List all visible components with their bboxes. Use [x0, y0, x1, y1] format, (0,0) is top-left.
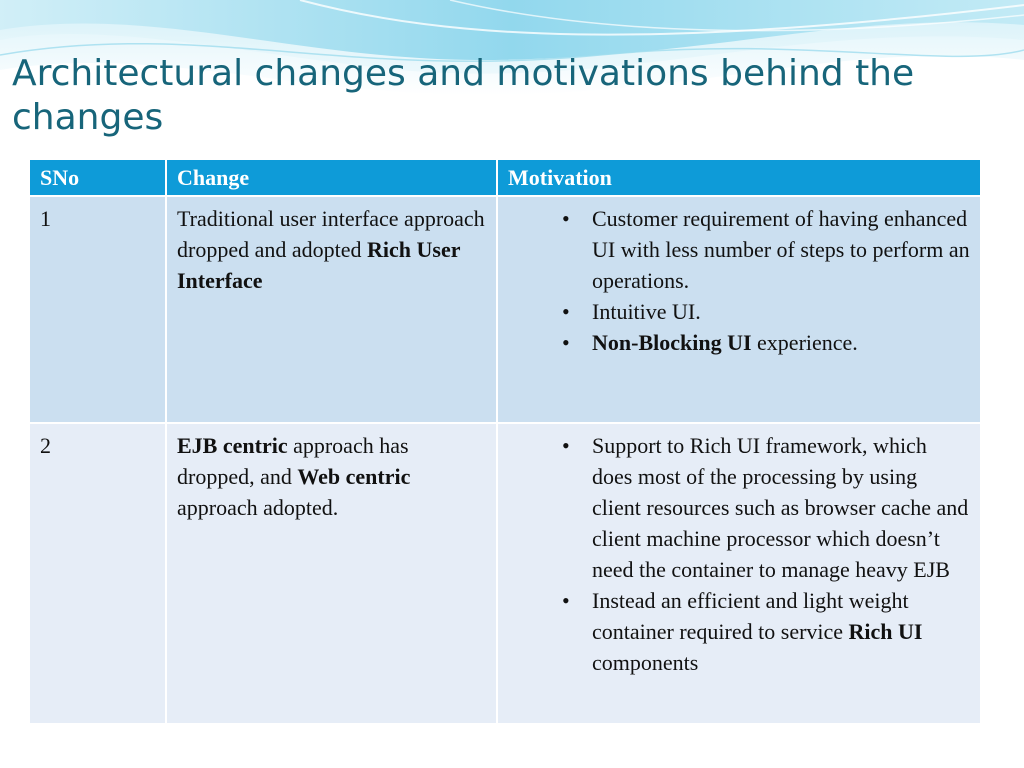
- header-sno: SNo: [29, 159, 166, 196]
- table-row: [29, 423, 981, 724]
- motivation-text: Customer requirement of having enhanced UI with less number of steps to perform an operations.: [592, 206, 970, 293]
- motivation-text: components: [592, 650, 699, 675]
- change-bold: Rich User Interface: [177, 237, 461, 293]
- row-change: [166, 196, 497, 423]
- motivation-list: [508, 203, 970, 358]
- header-motivation: Motivation: [497, 159, 981, 196]
- motivation-text: Instead an efficient and light weight container required to service: [592, 588, 909, 644]
- table-header-row: [29, 159, 981, 196]
- row-motivation: [497, 423, 981, 724]
- header-change: Change: [166, 159, 497, 196]
- list-item: [592, 327, 970, 358]
- change-text: approach adopted.: [177, 495, 339, 520]
- change-text: Traditional user interface approach dropped and adopted: [177, 206, 485, 262]
- motivation-text: Intuitive UI.: [592, 299, 701, 324]
- table-row: [29, 196, 981, 423]
- list-item: [592, 585, 970, 678]
- list-item: [592, 203, 970, 296]
- row-sno: 2: [29, 423, 166, 724]
- list-item: [592, 296, 970, 327]
- change-text: approach has dropped, and: [177, 433, 409, 489]
- motivation-bold: Rich UI: [848, 619, 923, 644]
- motivation-list: [508, 430, 970, 678]
- row-sno: 1: [29, 196, 166, 423]
- motivation-bold: Non-Blocking UI: [592, 330, 752, 355]
- motivation-text: experience.: [751, 330, 858, 355]
- changes-table: [28, 158, 982, 725]
- list-item: [592, 430, 970, 585]
- change-bold: EJB centric: [177, 433, 288, 458]
- motivation-text: Support to Rich UI framework, which does most of the processing by using client resources such as browser cache and client machine processor which doesn’t need the container to manage heavy EJB: [592, 433, 969, 582]
- change-bold: Web centric: [297, 464, 411, 489]
- slide-title: Architectural changes and motivations behind the changes: [12, 53, 915, 138]
- row-change: [166, 423, 497, 724]
- row-motivation: [497, 196, 981, 423]
